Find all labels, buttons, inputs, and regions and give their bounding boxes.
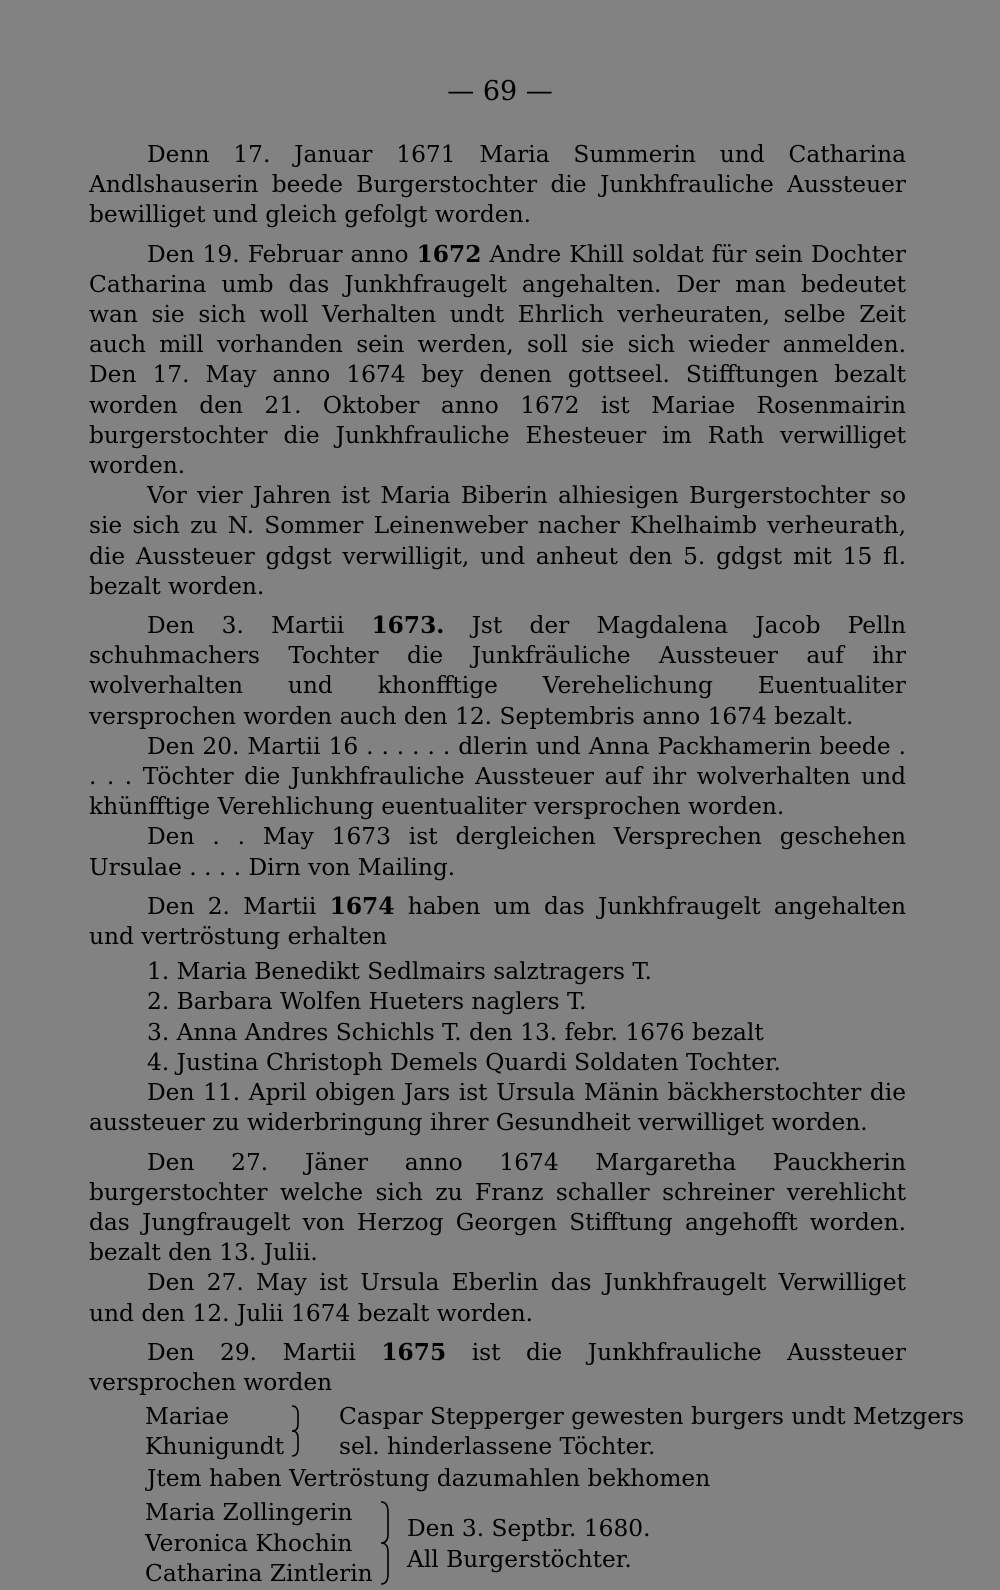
brace-group-2 xyxy=(89,1498,906,1590)
paragraph-8: Den 11. April obigen Jars ist Ursula Mänin bäckherstochter die aussteuer zu widerbringung ihrer Gesundheit verwilliget worden. xyxy=(89,1079,906,1137)
brace-group-2-text xyxy=(407,1514,651,1574)
year-1675: 1675 xyxy=(381,1338,447,1366)
brace-group-1-names xyxy=(145,1402,284,1462)
paragraph-4 xyxy=(89,611,906,732)
paragraph-4-start: Den 3. Martii xyxy=(147,612,372,640)
paragraph-7 xyxy=(89,892,906,952)
year-1672: 1672 xyxy=(416,240,482,268)
brace-text-line: sel. hinderlassene Töchter. xyxy=(339,1433,656,1461)
paragraph-3: Vor vier Jahren ist Maria Biberin alhiesigen Burgerstochter so sie sich zu N. Sommer Leinenweber nacher Khelhaimb verheurath, die Aussteuer gdgst verwilligit, und anheut den 5. gdgst mit 15 fl. bezalt worden. xyxy=(89,482,906,600)
brace-name: Veronica Khochin xyxy=(145,1529,353,1557)
paragraph-4-rest: Jst der Magdalena Jacob Pelln schuhmachers Tochter die Junkfräuliche Aussteuer auf ihr wolverhalten und khonfftige Verehelichung Euentualiter versprochen worden auch den 12. Septembris anno 1674 bezalt. xyxy=(89,612,906,730)
brace-name: Khunigundt xyxy=(145,1433,285,1461)
document-body xyxy=(89,140,965,1590)
list-item: 4. Justina Christoph Demels Quardi Soldaten Tochter. xyxy=(147,1048,781,1076)
brace-name: Maria Zollingerin xyxy=(145,1499,353,1527)
paragraph-2 xyxy=(89,240,906,482)
paragraph-2-rest: Andre Khill soldat für sein Dochter Catharina umb das Junkhfraugelt angehalten. Der man bedeutet wan sie sich woll Verhalten undt Ehrlich verheuraten, selbe Zeit auch mill vorhanden sein werden, soll sie sich wieder anmelden. Den 17. May anno 1674 bey denen gottseel. Stifftungen bezalt worden den 21. Oktober anno 1672 ist Mariae Rosenmairin burgerstochter die Junkhfrauliche Ehesteuer im Rath verwilliget worden. xyxy=(89,240,906,480)
paragraph-7-rest: haben um das Junkhfraugelt angehalten und vertröstung erhalten xyxy=(89,892,906,951)
paragraph-5: Den 20. Martii 16 . . . . . . dlerin und Anna Packhamerin beede . . . . Töchter die Junkhfrauliche Aussteuer auf ihr wolverhalten und khünfftige Verehlichung euentualiter versprochen worden. xyxy=(89,732,906,821)
paragraph-11-start: Den 29. Martii xyxy=(147,1338,382,1366)
year-1674: 1674 xyxy=(329,892,395,920)
brace-group-1 xyxy=(89,1402,965,1464)
brace-text-line: Caspar Stepperger gewesten burgers undt Metzgers xyxy=(339,1403,965,1431)
brace-icon xyxy=(377,1500,393,1586)
page-number: — 69 — xyxy=(447,76,553,107)
brace-group-2-names xyxy=(145,1498,373,1589)
brace-name: Mariae xyxy=(145,1403,230,1431)
paragraph-12: Jtem haben Vertröstung dazumahlen bekhomen xyxy=(147,1465,711,1493)
paragraph-9: Den 27. Jäner anno 1674 Margaretha Pauckherin burgerstochter welche sich zu Franz schaller schreiner verehlicht das Jungfraugelt von Herzog Georgen Stifftung angehofft worden. bezalt den 13. Julii. xyxy=(89,1148,906,1267)
paragraph-1: Denn 17. Januar 1671 Maria Summerin und Catharina Andlshauserin beede Burgerstochter die Junkhfrauliche Aussteuer bewilliget und gleich gefolgt worden. xyxy=(89,141,906,229)
name-list xyxy=(147,957,906,1078)
list-item: 3. Anna Andres Schichls T. den 13. febr. 1676 bezalt xyxy=(147,1018,764,1046)
brace-text-line: Den 3. Septbr. 1680. xyxy=(407,1515,651,1543)
paragraph-10: Den 27. May ist Ursula Eberlin das Junkhfraugelt Verwilliget und den 12. Julii 1674 bezalt worden. xyxy=(89,1269,906,1327)
list-item: 2. Barbara Wolfen Hueters naglers T. xyxy=(147,988,587,1016)
brace-icon xyxy=(289,1404,301,1458)
list-item: 1. Maria Benedikt Sedlmairs salztragers T. xyxy=(147,958,652,986)
paragraph-7-start: Den 2. Martii xyxy=(147,892,330,920)
brace-name: Catharina Zintlerin xyxy=(145,1559,373,1587)
paragraph-11 xyxy=(89,1338,906,1398)
brace-text-line: All Burgerstöchter. xyxy=(407,1545,632,1573)
brace-group-1-text xyxy=(339,1402,964,1462)
year-1673: 1673. xyxy=(371,612,445,640)
paragraph-6: Den . . May 1673 ist dergleichen Versprechen geschehen Ursulae . . . . Dirn von Mailing. xyxy=(89,823,906,881)
paragraph-11-rest: ist die Junkhfrauliche Aussteuer versprochen worden xyxy=(89,1338,906,1396)
paragraph-2-start: Den 19. Februar anno xyxy=(147,240,417,268)
